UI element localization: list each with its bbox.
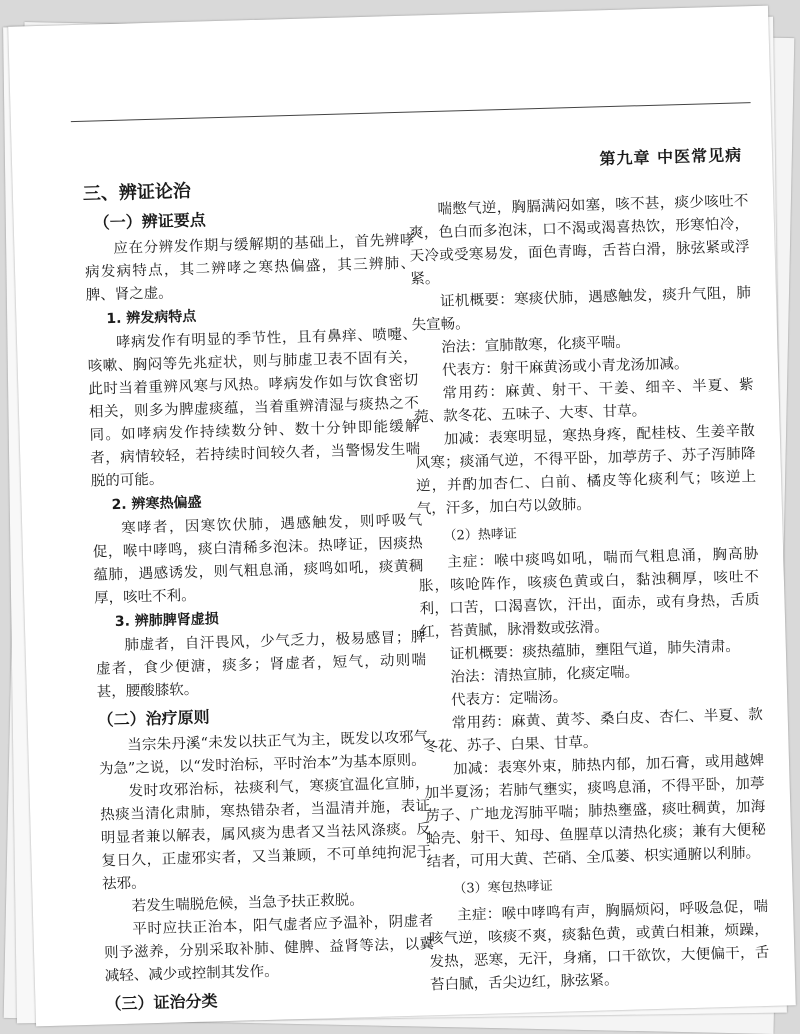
paragraph: 主症：喉中痰鸣如吼，喘而气粗息涌，胸高胁胀，咳呛阵作，咳痰色黄或白，黏浊稠厚，咳吐不利，口苦，口渴喜饮，汗出，面赤，或有身热，舌质红，苔黄腻，脉滑数或弦滑。 (418, 546, 760, 641)
paragraph: 喘憋气逆，胸膈满闷如塞，咳不甚，痰少咳吐不爽，色白而多泡沫，口不渴或渴喜热饮，形寒怕冷，天冷或受寒易发，面色青晦，舌苔白滑，脉弦紧或浮紧。 (408, 193, 750, 288)
left-column (82, 166, 435, 1020)
paragraph: 肺虚者，自汗畏风，少气乏力，极易感冒；脾虚者，食少便溏，痰多；肾虚者，短气，动则喘甚，腰酸膝软。 (95, 629, 427, 701)
item-title-2: 2. 辨寒热偏盛 (111, 494, 202, 514)
paragraph: 发时攻邪治标，祛痰利气，寒痰宜温化宣肺，热痰当清化肃肺，寒热错杂者，当温清并施，表证明显者兼以解表，属风痰为患者又当祛风涤痰。反复日久，正虚邪实者，又当兼顾，不可单纯拘泥于祛邪。 (100, 775, 432, 893)
paragraph: 证机概要：痰热蕴肺，壅阻气道，肺失清肃。 (449, 638, 741, 663)
header-rule (71, 102, 751, 122)
paragraph: 若发生喘脱危候，当急予扶正救脱。 (131, 892, 364, 915)
paragraph: 常用药：麻黄、黄芩、桑白皮、杏仁、半夏、款冬花、苏子、白果、甘草。 (423, 707, 763, 756)
paragraph: 加减：表寒明显，寒热身疼，配桂枝、生姜辛散风寒；痰涌气逆，不得平卧，加葶苈子、苏子泻肺降逆，并酌加杏仁、白前、橘皮等化痰利气；咳逆上气，汗多，加白芍以敛肺。 (415, 423, 757, 518)
pattern-heading-3: （3）寒包热哮证 (453, 878, 553, 897)
subsection-title-3: （三）证治分类 (105, 991, 218, 1014)
item-title-3: 3. 辨肺脾肾虚损 (114, 611, 219, 631)
paragraph: 常用药：麻黄、射干、干姜、细辛、半夏、紫菀、款冬花、五味子、大枣、甘草。 (414, 377, 754, 426)
paragraph: 寒哮者，因寒饮伏肺，遇感触发，则呼吸气促，喉中哮鸣，痰白清稀多泡沫。热哮证，因痰热蕴肺，遇感诱发，则气粗息涌，痰鸣如吼，痰黄稠厚，咳吐不利。 (92, 512, 424, 607)
section-title: 三、辨证论治 (82, 180, 192, 205)
paragraph: 治法：清热宣肺，化痰定喘。 (450, 664, 640, 686)
pattern-heading-2: （2）热哮证 (443, 526, 518, 544)
paragraph: 当宗朱丹溪“未发以扶正气为主，既发以攻邪气为急”之说，以“发时治标，平时治本”为基本原则。 (98, 729, 429, 778)
paragraph: 应在分辨发作期与缓解期的基础上，首先辨哮病发病特点，其二辨哮之寒热偏盛，其三辨肺、脾、肾之虚。 (84, 232, 416, 304)
paragraph: 代表方：射干麻黄汤或小青龙汤加减。 (441, 355, 689, 379)
paragraph: 平时应扶正治本，阳气虚者应予温补，阴虚者则予滋养，分别采取补肺、健脾、益肾等法，以冀减轻、减少或控制其发作。 (103, 913, 435, 985)
paragraph: 主症：喉中哮鸣有声，胸膈烦闷，呼吸急促，喘咳气逆，咳痰不爽，痰黏色黄，或黄白相兼，烦躁，发热，恶寒，无汗，身痛，口干欲饮，大便偏干，舌苔白腻，舌尖边红，脉弦紧。 (428, 898, 770, 994)
paragraph: 哮病发作有明显的季节性，且有鼻痒、喷嚏、咳嗽、胸闷等先兆症状，则与肺虚卫表不固有关，此时当着重辨风寒与风热。哮病发作如与饮食密切相关，则多为脾虚痰蕴，当着重辨清湿与痰热之不同。如哮病发作持续数分钟、数十分钟即能缓解者，病情较轻，若持续时间较久者，当警惕发生喘脱的可能。 (87, 326, 421, 490)
chapter-header: 第九章 中医常见病 (599, 145, 743, 169)
paragraph: 治法：宣肺散寒，化痰平喘。 (441, 334, 630, 356)
item-title-1: 1. 辨发病特点 (106, 308, 197, 328)
subsection-title-2: （二）治疗原则 (97, 707, 210, 730)
paragraph: 加减：表寒外束，肺热内郁，加石膏，或用越婢加半夏汤；若肺气壅实，痰鸣息涌，不得平卧，加葶苈子、广地龙泻肺平喘；肺热壅盛，痰吐稠黄，加海蛤壳、射干、知母、鱼腥草以清热化痰；兼有大便秘结者，可用大黄、芒硝、全瓜蒌、枳实通腑以利肺。 (424, 752, 767, 871)
subsection-title-1: （一）辨证要点 (93, 210, 206, 233)
right-column (408, 190, 770, 997)
book-page (8, 6, 796, 1027)
paragraph: 代表方：定喘汤。 (450, 689, 568, 709)
paragraph: 证机概要：寒痰伏肺，遇感触发，痰升气阻，肺失宣畅。 (411, 285, 752, 334)
